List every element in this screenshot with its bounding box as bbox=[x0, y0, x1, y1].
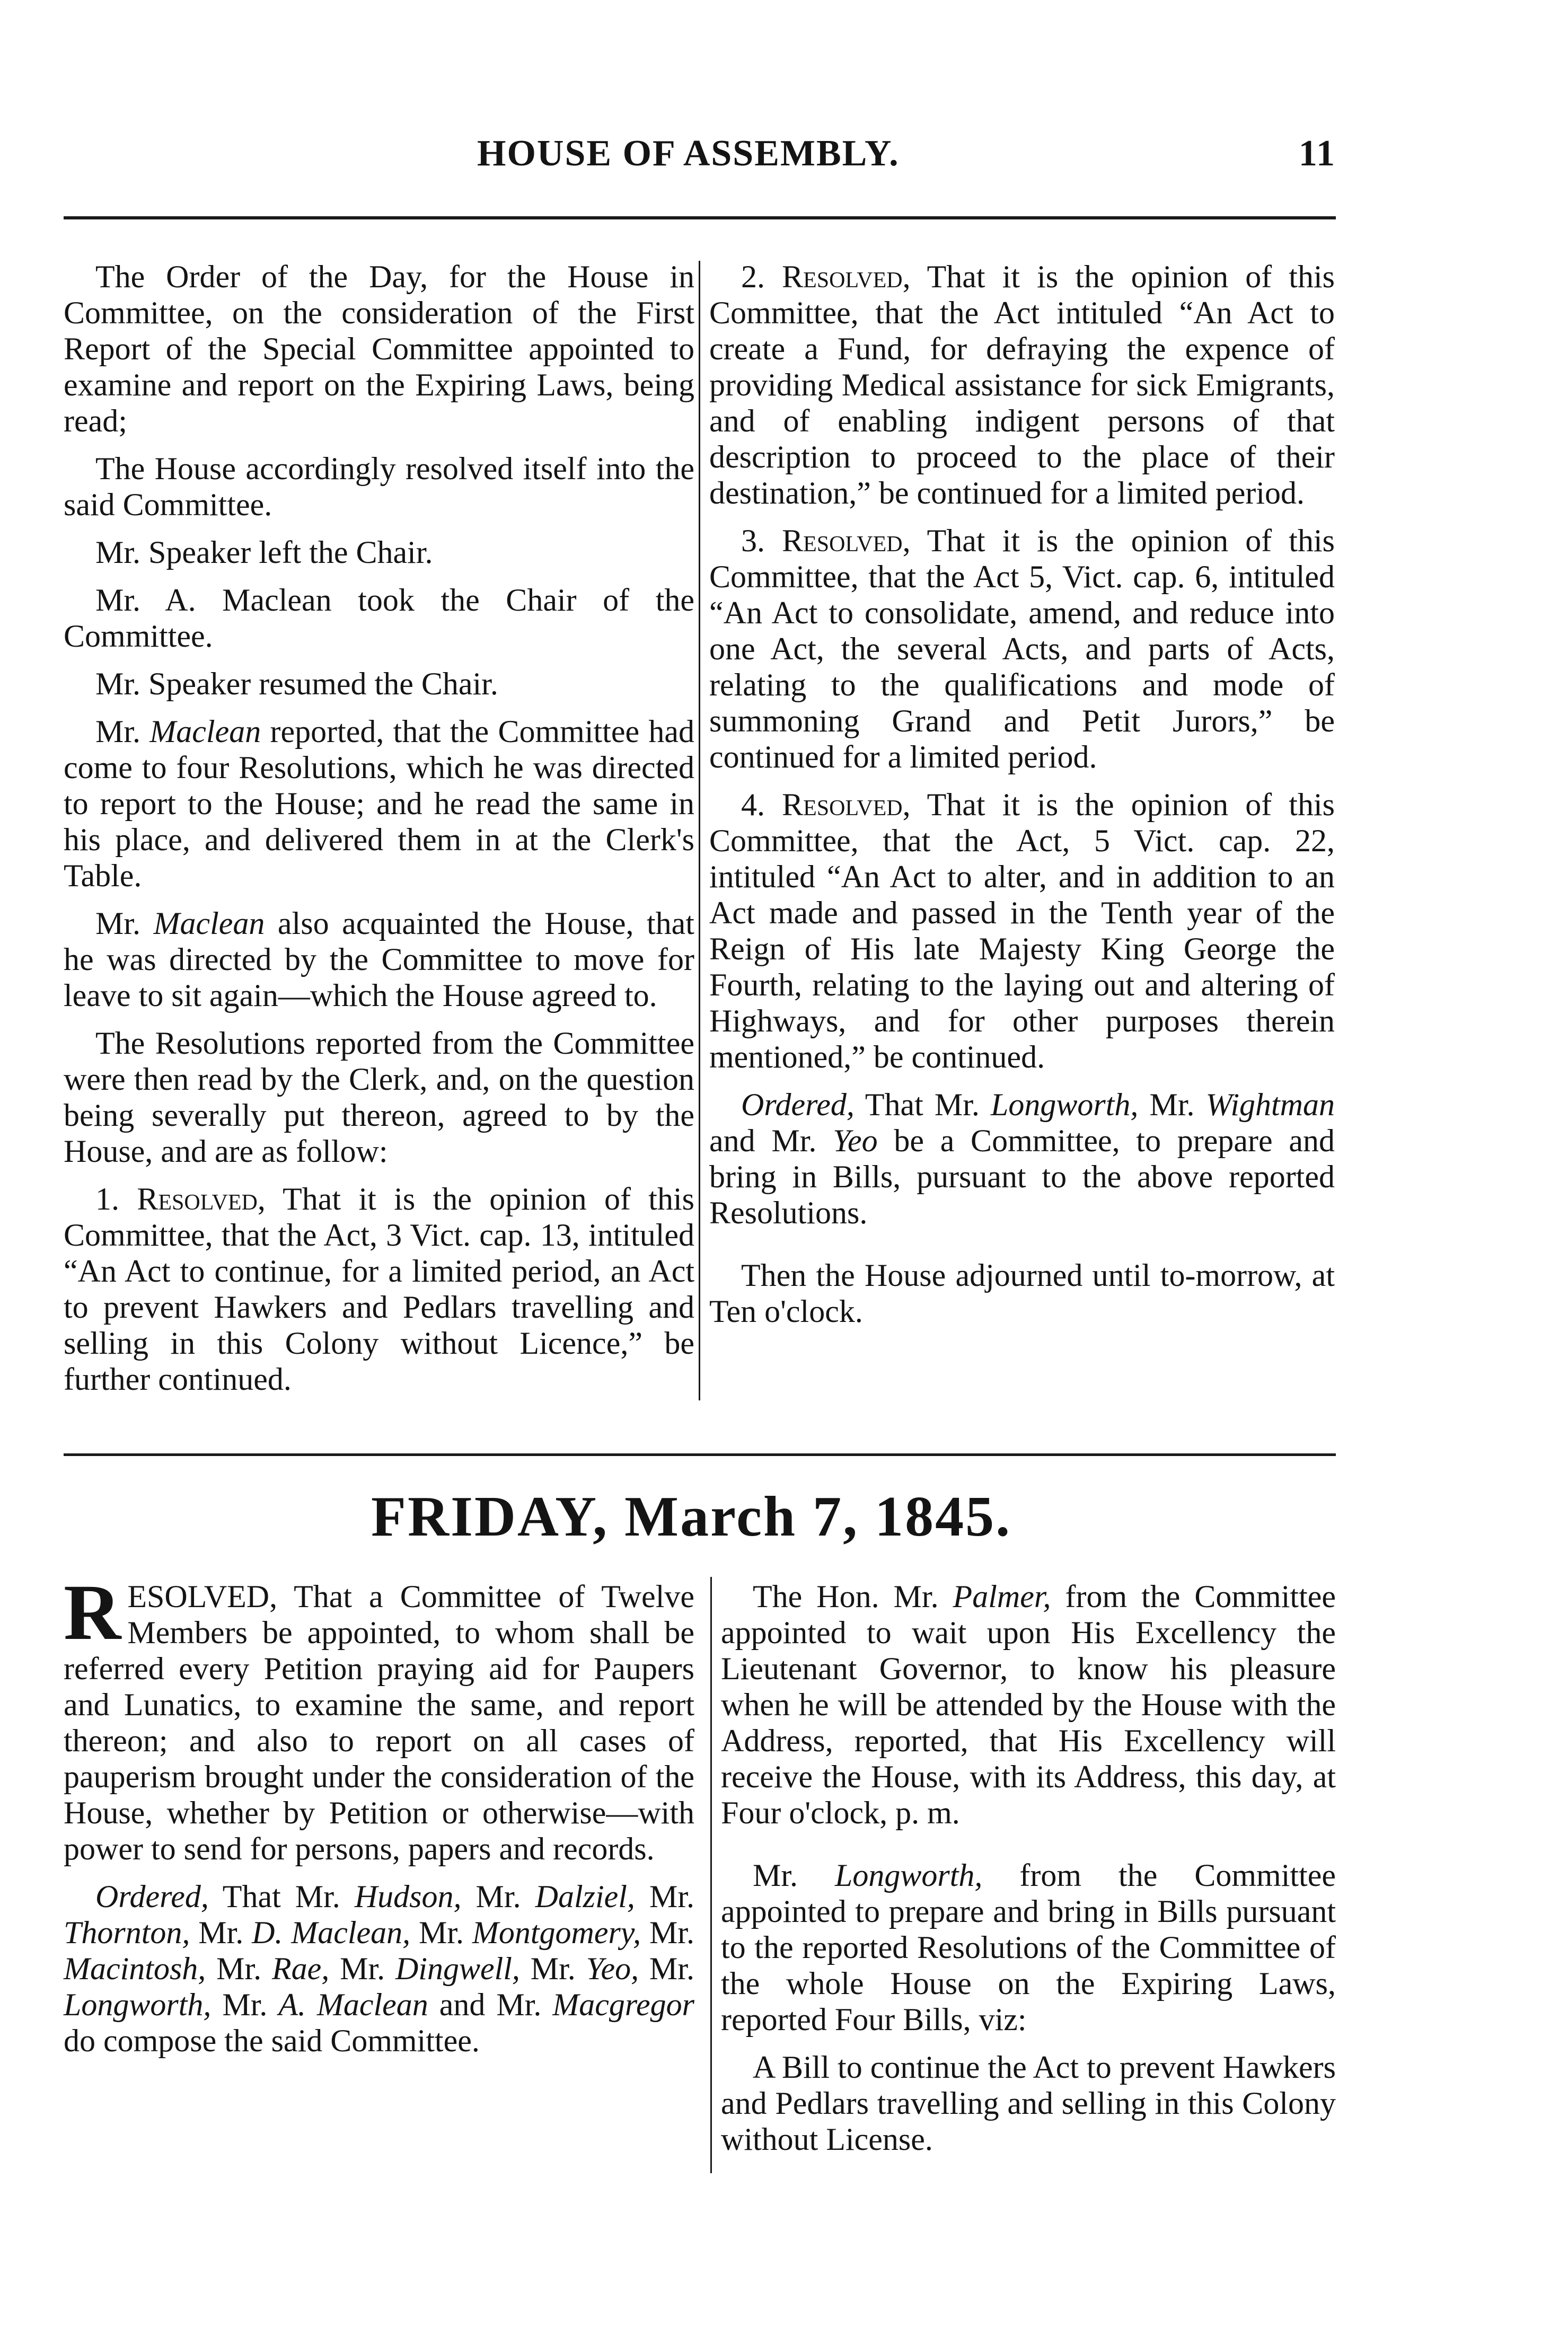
text-run: reported, that the Committee had come to four Resolutions, which he was directed to report to the House; and he read the same in his place, and delivered them in at the Clerk's Table. bbox=[64, 714, 694, 893]
maclean-chair-paragraph: Mr. A. Maclean took the Chair of the Committee. bbox=[64, 583, 694, 654]
text-run: be a Committee, to prepare and bring in Bills, pursuant to the above reported Resolutions. bbox=[709, 1123, 1335, 1230]
member-name: Thornton, bbox=[64, 1915, 190, 1950]
resolution-1 bbox=[64, 1181, 694, 1397]
text-run: Mr. bbox=[95, 714, 150, 749]
column-divider-lower bbox=[710, 1577, 712, 2173]
column-divider-upper bbox=[699, 261, 700, 1400]
member-name: Montgomery, bbox=[472, 1915, 641, 1950]
resolutions-read-paragraph: The Resolutions reported from the Committee were then read by the Clerk, and, on the question being severally put thereon, agreed to by the House, and are as follow: bbox=[64, 1026, 694, 1169]
palmer-paragraph bbox=[721, 1578, 1336, 1831]
member-name: Hudson, bbox=[354, 1879, 462, 1914]
ordered-keyword: Ordered, bbox=[741, 1087, 855, 1122]
upper-right-column bbox=[709, 259, 1335, 1341]
running-header bbox=[64, 122, 1336, 180]
text-run: ESOLVED, That a Committee of Twelve Members be appointed, to whom shall be referred every Petition praying aid for Paupers and Lunatics, to examine the same, and report thereon; and also to report on all cases of pauperism brought under the consideration of the House, whether by Petition or otherwise—with power to send for persons, papers and records. bbox=[64, 1579, 694, 1866]
text-run: also acquainted the House, that he was directed by the Committee to move for leave to sit again—which the House agreed to. bbox=[64, 906, 694, 1013]
member-name: Dalziel, bbox=[535, 1879, 635, 1914]
member-name: Macintosh, bbox=[64, 1951, 206, 1986]
ordered-keyword: Ordered, bbox=[95, 1879, 209, 1914]
bill-paragraph: A Bill to continue the Act to prevent Hawkers and Pedlars travelling and selling in this Colony without License. bbox=[721, 2050, 1336, 2157]
resolution-number: 4. bbox=[741, 787, 782, 822]
maclean-reported-paragraph bbox=[64, 713, 694, 894]
text-run: Mr. bbox=[329, 1951, 395, 1986]
member-name: Longworth, bbox=[991, 1087, 1139, 1122]
speaker-resumed-paragraph: Mr. Speaker resumed the Chair. bbox=[95, 666, 498, 701]
resolution-number: 3. bbox=[741, 523, 782, 558]
resolution-text: , That it is the opinion of this Committee, that the Act 5, Vict. cap. 6, intituled “An Act to consolidate, amend, and reduce into one Act, the several Acts, and parts of Acts, relating to the qualifications and mode of summoning Grand and Petit Jurors,” be continued for a limited period. bbox=[709, 523, 1335, 774]
lower-right-column bbox=[721, 1578, 1336, 2169]
order-of-day-paragraph: The Order of the Day, for the House in Committee, on the consideration of the First Report of the Special Committee appointed to examine and report on the Expiring Laws, being read; bbox=[64, 259, 694, 438]
page-number: 11 bbox=[1298, 133, 1336, 174]
resolved-itself-paragraph: The House accordingly resolved itself into the said Committee. bbox=[64, 451, 694, 522]
member-name: Palmer, bbox=[953, 1579, 1051, 1614]
text-run: from the Committee appointed to wait upon His Excellency the Lieutenant Governor, to know his pleasure when he will be attended by the House with the Address, reported, that His Excellency will receive the House, with its Address, this day, at Four o'clock, p. m. bbox=[721, 1579, 1336, 1830]
text-run: That Mr. bbox=[854, 1087, 991, 1122]
maclean-acquainted-paragraph bbox=[64, 905, 694, 1013]
resolution-4 bbox=[709, 787, 1335, 1075]
member-name: Yeo bbox=[833, 1123, 878, 1158]
text-run: Mr. bbox=[190, 1915, 252, 1950]
text-run: Mr. bbox=[753, 1858, 835, 1893]
resolved-keyword: Resolved bbox=[782, 523, 903, 558]
text-run: from the Committee appointed to prepare and bring in Bills pursuant to the reported Resolutions of the Committee of the whole House on the Expiring Laws, reported Four Bills, viz: bbox=[721, 1858, 1336, 2037]
date-heading: FRIDAY, March 7, 1845. bbox=[371, 1485, 1012, 1548]
resolved-keyword: Resolved bbox=[782, 787, 903, 822]
text-run: and Mr. bbox=[709, 1123, 833, 1158]
text-run: Mr. bbox=[519, 1951, 586, 1986]
adjourned-paragraph: Then the House adjourned until to-morrow, at Ten o'clock. bbox=[709, 1258, 1335, 1329]
text-run: Mr. bbox=[641, 1915, 694, 1950]
member-name: Rae, bbox=[271, 1951, 330, 1986]
page-header-title: HOUSE OF ASSEMBLY. bbox=[477, 133, 900, 174]
resolved-keyword: Resolved bbox=[782, 259, 903, 294]
text-run: and Mr. bbox=[428, 1987, 553, 2022]
member-name: Yeo, bbox=[586, 1951, 639, 1986]
ordered-committee-paragraph bbox=[64, 1878, 694, 2059]
text-run: Mr. bbox=[461, 1879, 535, 1914]
resolved-keyword: Resolved bbox=[137, 1181, 258, 1216]
resolution-text: , That it is the opinion of this Committee, that the Act intituled “An Act to create a Fund, for defraying the expence of providing Medical assistance for sick Emigrants, and of enabling indigent persons of that description to proceed to the place of their destination,” be continued for a limited period. bbox=[709, 259, 1335, 510]
text-run: Mr. bbox=[211, 1987, 279, 2022]
lower-left-column bbox=[64, 1568, 694, 2070]
resolution-3 bbox=[709, 523, 1335, 775]
resolution-2 bbox=[709, 259, 1335, 511]
section-rule bbox=[64, 1453, 1336, 1456]
text-run: That Mr. bbox=[208, 1879, 355, 1914]
text-run: do compose the said Committee. bbox=[64, 2023, 480, 2058]
resolved-committee-paragraph bbox=[64, 1568, 694, 1867]
resolution-text: , That it is the opinion of this Committee, that the Act, 5 Vict. cap. 22, intituled “An Act to alter, and in addition to an Act made and passed in the Tenth year of the Reign of His late Majesty King George the Fourth, relating to the laying out and altering of Highways, and for other purposes therein mentioned,” be continued. bbox=[709, 787, 1335, 1074]
resolution-text: , That it is the opinion of this Committee, that the Act, 3 Vict. cap. 13, intituled “An Act to continue, for a limited period, an Act to prevent Hawkers and Pedlars travelling and selling in this Colony without Licence,” be further continued. bbox=[64, 1181, 694, 1397]
member-name: Longworth, bbox=[64, 1987, 212, 2022]
member-name: Macgregor bbox=[552, 1987, 694, 2022]
header-rule bbox=[64, 216, 1336, 219]
member-name: Longworth, bbox=[835, 1858, 983, 1893]
member-name: A. Maclean bbox=[278, 1987, 428, 2022]
member-name: D. Maclean, bbox=[252, 1915, 411, 1950]
speaker-left-paragraph: Mr. Speaker left the Chair. bbox=[95, 535, 433, 570]
ordered-bills-paragraph bbox=[709, 1087, 1335, 1231]
text-run: The Hon. Mr. bbox=[753, 1579, 953, 1614]
text-run: Mr. bbox=[639, 1951, 694, 1986]
member-name: Wightman bbox=[1205, 1087, 1335, 1122]
text-run: Mr. bbox=[410, 1915, 472, 1950]
longworth-paragraph bbox=[721, 1857, 1336, 2038]
text-run: Mr. bbox=[206, 1951, 272, 1986]
text-run: Mr. bbox=[635, 1879, 694, 1914]
upper-left-column bbox=[64, 259, 694, 1409]
resolution-number: 1. bbox=[95, 1181, 137, 1216]
member-name: Maclean bbox=[153, 906, 265, 941]
text-run: Mr. bbox=[95, 906, 154, 941]
member-name: Dingwell, bbox=[395, 1951, 520, 1986]
member-name: Maclean bbox=[149, 714, 261, 749]
text-run: Mr. bbox=[1138, 1087, 1206, 1122]
drop-cap: R bbox=[64, 1568, 121, 1656]
resolution-number: 2. bbox=[741, 259, 782, 294]
